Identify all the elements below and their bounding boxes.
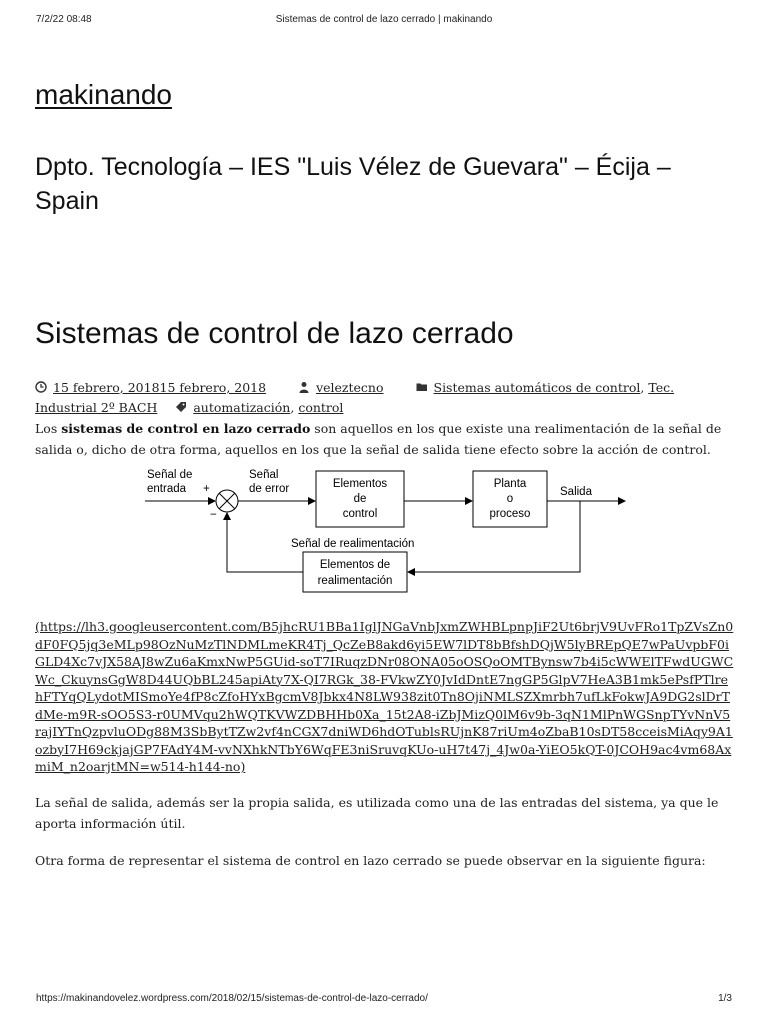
plant-label-line1: Planta <box>493 478 527 490</box>
summing-junction <box>216 490 238 512</box>
page-content <box>35 78 735 871</box>
post-meta <box>35 378 735 418</box>
controller-label-line3: control <box>342 508 378 520</box>
intro-text-start: Los <box>35 421 62 436</box>
error-label-line1: Señal <box>249 469 279 481</box>
plant-label-line3: proceso <box>489 508 531 520</box>
intro-bold-term: sistemas de control en lazo cerrado <box>61 421 311 436</box>
intro-text-end: son aquellos en los que existe una realimentación de la señal de salida o, dicho de otra forma, aquellos en los que la señal de salida tiene efecto sobre la acción de control. <box>35 421 722 457</box>
site-title-link[interactable]: makinando <box>35 79 172 110</box>
minus-sign: − <box>210 509 217 521</box>
folder-icon <box>416 381 428 393</box>
controller-label-line1: Elementos <box>332 478 388 490</box>
closed-loop-diagram <box>135 468 635 598</box>
print-footer <box>0 993 768 1009</box>
plant-label-line2: o <box>506 493 514 505</box>
error-label-line2: de error <box>249 483 290 495</box>
site-description: Dpto. Tecnología – IES "Luis Vélez de Guevara" – Écija – Spain <box>35 153 671 215</box>
site-title <box>35 78 735 112</box>
intro-paragraph <box>35 418 735 460</box>
post-date-link[interactable]: 15 febrero, 201815 febrero, 2018 <box>53 380 267 395</box>
output-label: Salida <box>560 486 592 498</box>
post-title: Sistemas de control de lazo cerrado <box>35 317 514 350</box>
category-separator: , <box>640 380 645 395</box>
feedback-label-line2: realimentación <box>317 575 393 587</box>
paragraph-feedback-signal: La señal de salida, además ser la propia salida, es utilizada como una de las entradas del sistema, ya que le aporta información útil. <box>35 794 719 831</box>
tag-separator: , <box>290 400 295 415</box>
controller-label-line2: de <box>353 493 367 505</box>
user-icon <box>298 381 310 393</box>
plus-sign: + <box>203 483 210 495</box>
print-doc-title: Sistemas de control de lazo cerrado | makinando <box>275 14 493 25</box>
category-link-tec-industrial[interactable]: Tec. Industrial 2º BACH <box>35 380 675 415</box>
category-link-automaticos[interactable]: Sistemas automáticos de control <box>433 380 641 395</box>
print-url: https://makinandovelez.wordpress.com/2018/02/15/sistemas-de-control-de-lazo-cerrado/ <box>36 993 428 1004</box>
image-source-link[interactable]: (https://lh3.googleusercontent.com/B5jhcRU1BBa1IglJNGaVnbJxmZWHBLpnpJiF2Ut6brjV9UvFRo1TpZVsZn0dF0FQ5jq3eMLp98OzNuMzTlNDMLmeKR4Tj_QcZeB8akd6yi5EW7lDT8bBfshDQjW5lyBREpQE7wPaUvpbF0iGLD4Xc7vJX58AJ8wZu6aKmxNwP5GUid-soT7IRuqzDNr08ONA05oOSQoOMTBynsw7b4i5cWWElTFwdUGWCWc_CkuynsGgW8D44UQbBL245apiAty7X-QI7RGk_38-FVkwZY0JvIdDntE7ngGP5GlpV7HeA3B1mk5ePsfPTlrehFTYqQLydotMISmoYe4fP8cZfoHYxBgcmV8Jbkx4N8LW938zit0Tn8OjiNMLSZXmrbh7ufLkFokwJA9DG2slDrTdMe-m9R-sOO5S3-r0UMVqu2hWQTKVWZDBHHb0Xa_15t2A8-iZbJMizQ0lM6v9b-3qN1MlPnWGSnpTYvNnV5rajIYTnQzpvluODg88M3SbBytTZw2vf4nCGX7dniWD6hdOTublsRUjnK87riUm4oZbaB10sDT58cceisMiAqy9A1ozbyI7H69ckjajGP7FAdY4M-vvNXhkNTbY6WqFE3niSruvqKUo-uH7t47j_4Jw0a-YiEO5kQT-0JCOH9ac4vm68AxmiM_n2oarjtMN=w514-h144-no) <box>35 619 734 774</box>
print-page-number: 1/3 <box>718 993 732 1004</box>
print-datetime: 7/2/22 08:48 <box>36 14 92 25</box>
tag-link-control[interactable]: control <box>298 400 344 415</box>
clock-icon <box>35 381 47 393</box>
feedback-label-line1: Elementos de <box>319 559 391 571</box>
input-label-line1: Señal de <box>147 469 193 481</box>
print-header <box>0 14 768 30</box>
tag-icon <box>175 401 187 413</box>
post-author-link[interactable]: veleztecno <box>316 380 384 395</box>
paragraph-other-representation: Otra forma de representar el sistema de control en lazo cerrado se puede observar en la siguiente figura: <box>35 852 706 868</box>
feedback-signal-label: Señal de realimentación <box>291 538 415 550</box>
tag-link-automatizacion[interactable]: automatización <box>193 400 291 415</box>
input-label-line2: entrada <box>147 483 187 495</box>
